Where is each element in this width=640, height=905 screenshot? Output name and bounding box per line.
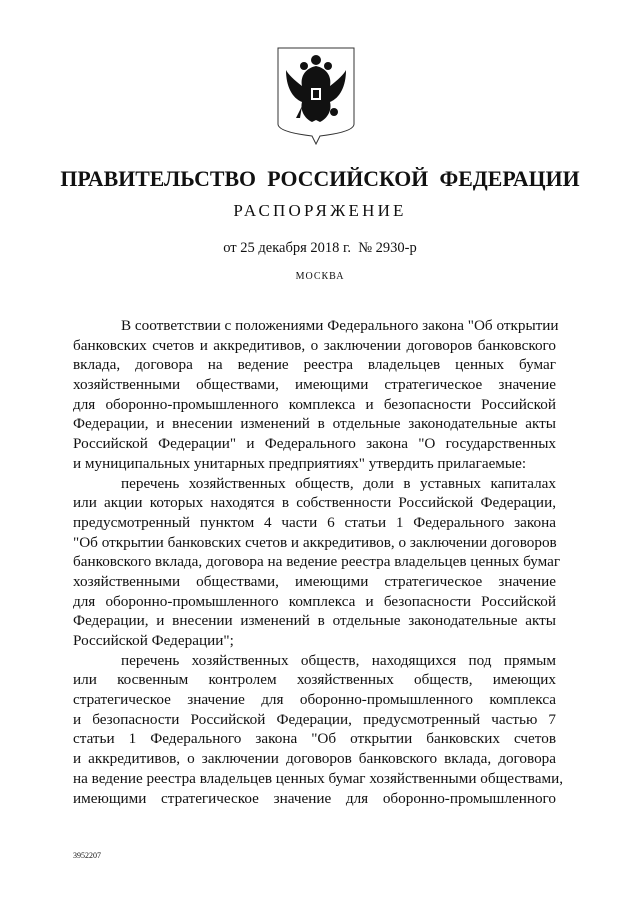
paragraph <box>73 651 564 809</box>
document-code: 3952207 <box>73 851 101 860</box>
text-line: и муниципальных унитарных предприятиях" утвердить прилагаемые: <box>73 454 527 472</box>
government-title: ПРАВИТЕЛЬСТВО РОССИЙСКОЙ ФЕДЕРАЦИИ <box>60 166 580 191</box>
text-line: банковских счетов и аккредитивов, о заключении договоров банковского <box>73 336 556 354</box>
text-line: перечень хозяйственных обществ, доли в уставных капиталах <box>121 474 556 492</box>
text-line: хозяйственными обществами, имеющими стратегическое значение <box>73 572 556 590</box>
text-line: имеющими стратегическое значение для оборонно-промышленного <box>73 789 556 807</box>
text-line: для оборонно-промышленного комплекса и безопасности Российской <box>73 592 556 610</box>
city: МОСКВА <box>295 271 345 282</box>
text-line: на ведение реестра владельцев ценных бумаг хозяйственными обществами, <box>73 769 564 787</box>
text-line: Федерации, и внесении изменений в отдельные законодательные акты <box>73 415 556 433</box>
text-line: стратегическое значение для оборонно-промышленного комплекса <box>73 691 556 709</box>
text-line: Федерации, и внесении изменений в отдельные законодательные акты <box>73 612 556 630</box>
text-line: вклада, договора на ведение реестра владельцев ценных бумаг <box>73 356 556 374</box>
text-line: или косвенным контролем хозяйственных обществ, имеющих <box>73 671 556 689</box>
text-line: или акции которых находятся в собственности Российской Федерации, <box>73 494 556 512</box>
text-line: хозяйственными обществами, имеющими стратегическое значение <box>73 376 556 394</box>
paragraph <box>73 316 559 474</box>
text-line: Российской Федерации" и Федерального закона "О государственных <box>73 435 556 453</box>
text-line: "Об открытии банковских счетов и аккредитивов, о заключении договоров <box>73 533 557 551</box>
text-line: В соответствии с положениями Федерального закона "Об открытии <box>121 317 559 334</box>
document-type: РАСПОРЯЖЕНИЕ <box>233 201 407 220</box>
text-line: и аккредитивов, о заключении договоров банковского вклада, договора <box>73 750 556 768</box>
text-line: и безопасности Российской Федерации, предусмотренный частью 7 <box>73 710 556 728</box>
document-body <box>73 316 564 808</box>
text-line: перечень хозяйственных обществ, находящихся под прямым <box>121 651 556 669</box>
paragraph <box>73 474 561 651</box>
text-line: для оборонно-промышленного комплекса и безопасности Российской <box>73 395 556 413</box>
text-line: предусмотренный пунктом 4 части 6 статьи 1 Федерального закона <box>73 513 556 531</box>
text-line: статьи 1 Федерального закона "Об открытии банковских счетов <box>73 730 556 748</box>
text-line: банковского вклада, договора на ведение реестра владельцев ценных бумаг <box>73 553 561 571</box>
date-and-number: от 25 декабря 2018 г. № 2930-р <box>223 240 417 256</box>
text-line: Российской Федерации"; <box>73 632 234 649</box>
coat-of-arms-emblem <box>276 46 356 146</box>
